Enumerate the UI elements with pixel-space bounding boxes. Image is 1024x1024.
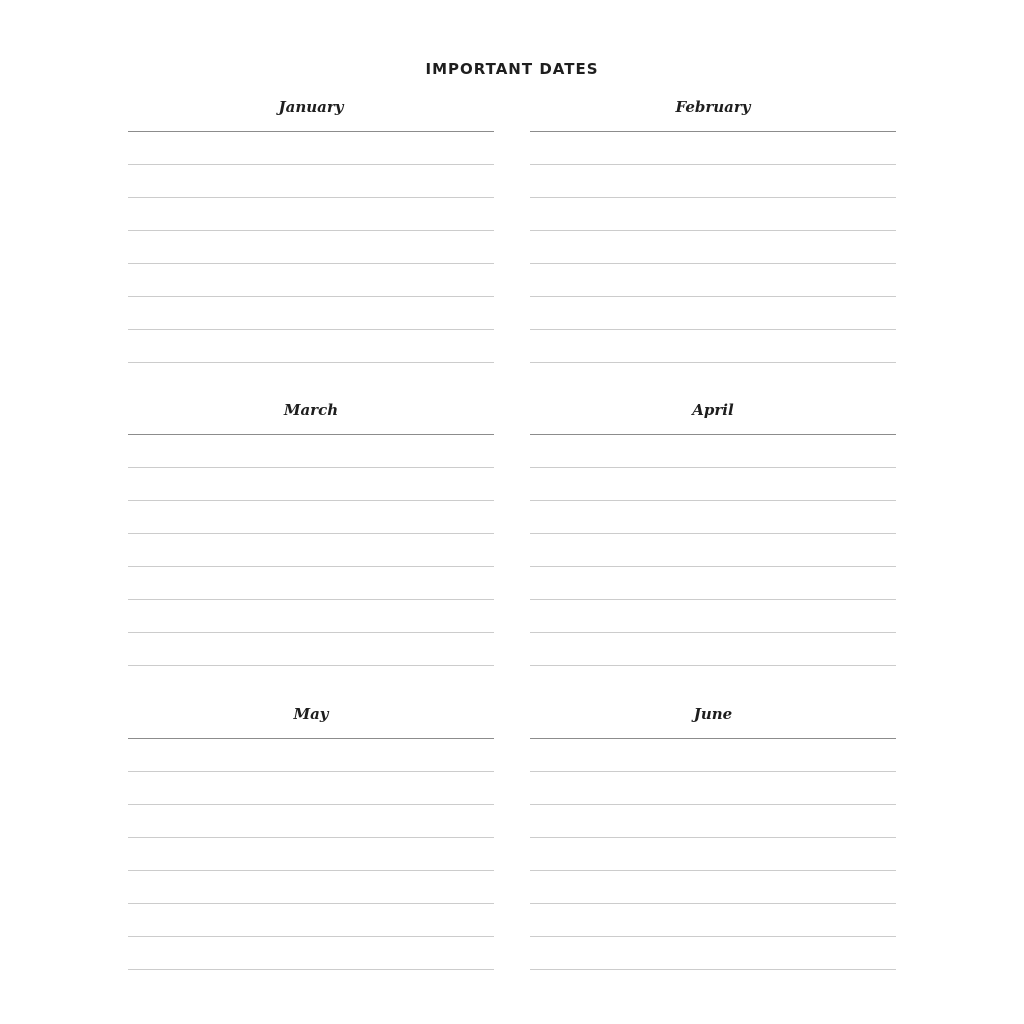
month-section-april	[530, 400, 896, 667]
entry-line	[530, 296, 896, 297]
month-section-march	[128, 400, 494, 667]
entry-line	[530, 903, 896, 904]
month-section-june	[530, 704, 896, 971]
entry-line	[530, 500, 896, 501]
entry-line	[128, 804, 494, 805]
month-header-rule	[128, 131, 494, 132]
month-section-may	[128, 704, 494, 971]
entry-line	[128, 665, 494, 666]
month-title-february: February	[675, 98, 751, 116]
entry-line	[128, 533, 494, 534]
month-title-june: June	[693, 705, 733, 723]
entry-line	[128, 632, 494, 633]
entry-line	[530, 837, 896, 838]
entry-line	[128, 969, 494, 970]
entry-line	[530, 230, 896, 231]
entry-line	[530, 533, 896, 534]
entry-line	[530, 599, 896, 600]
entry-line	[128, 197, 494, 198]
month-title-january: January	[278, 98, 344, 116]
month-header-rule	[128, 738, 494, 739]
entry-line	[128, 903, 494, 904]
entry-line	[128, 837, 494, 838]
month-header-rule	[530, 738, 896, 739]
entry-line	[128, 329, 494, 330]
entry-line	[530, 804, 896, 805]
entry-line	[530, 870, 896, 871]
entry-line	[530, 164, 896, 165]
entry-line	[128, 936, 494, 937]
entry-line	[128, 467, 494, 468]
entry-line	[530, 263, 896, 264]
page-title: IMPORTANT DATES	[425, 60, 599, 78]
entry-line	[128, 566, 494, 567]
entry-line	[128, 263, 494, 264]
entry-line	[128, 164, 494, 165]
entry-line	[530, 467, 896, 468]
entry-line	[530, 362, 896, 363]
entry-line	[530, 665, 896, 666]
entry-line	[128, 296, 494, 297]
entry-line	[530, 197, 896, 198]
month-header-rule	[128, 434, 494, 435]
entry-line	[530, 566, 896, 567]
entry-line	[530, 771, 896, 772]
entry-line	[530, 329, 896, 330]
month-title-may: May	[293, 705, 329, 723]
entry-line	[128, 870, 494, 871]
entry-line	[530, 969, 896, 970]
entry-line	[128, 362, 494, 363]
entry-line	[128, 230, 494, 231]
entry-line	[128, 599, 494, 600]
month-header-rule	[530, 131, 896, 132]
entry-line	[128, 500, 494, 501]
entry-line	[530, 632, 896, 633]
month-section-february	[530, 97, 896, 364]
entry-line	[530, 936, 896, 937]
month-section-january	[128, 97, 494, 364]
entry-line	[128, 771, 494, 772]
month-title-april: April	[692, 401, 734, 419]
month-title-march: March	[283, 401, 339, 419]
month-header-rule	[530, 434, 896, 435]
